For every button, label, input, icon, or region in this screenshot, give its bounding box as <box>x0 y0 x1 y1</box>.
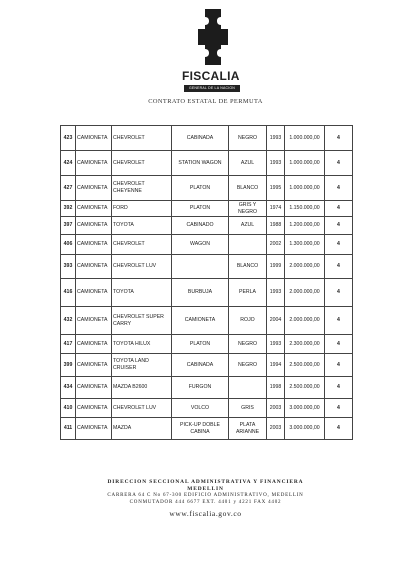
cell-quantity: 4 <box>325 335 353 354</box>
cell-make: MAZDA <box>112 418 172 440</box>
cell-year: 1993 <box>267 279 285 307</box>
cell-class: CAMIONETA <box>76 201 112 217</box>
cell-quantity: 4 <box>325 235 353 255</box>
cell-value: 2.300.000,00 <box>285 335 325 354</box>
cell-year: 1993 <box>267 335 285 354</box>
cell-year: 1993 <box>267 126 285 151</box>
table-row <box>61 307 353 335</box>
cell-quantity: 4 <box>325 354 353 377</box>
footer-city: MEDELLIN <box>187 486 224 492</box>
cell-color: NEGRO <box>229 354 267 377</box>
logo-wordmark: FISCALIA <box>182 69 240 83</box>
cell-color: NEGRO <box>229 335 267 354</box>
cell-body: PLATON <box>172 201 229 217</box>
cell-id: 432 <box>61 307 76 335</box>
cell-quantity: 4 <box>325 176 353 201</box>
cell-id: 423 <box>61 126 76 151</box>
vehicle-table <box>60 125 353 440</box>
cell-id: 406 <box>61 235 76 255</box>
cell-class: CAMIONETA <box>76 255 112 279</box>
cell-color <box>229 377 267 399</box>
vehicle-table-body <box>61 126 353 440</box>
table-row <box>61 151 353 176</box>
cell-value: 1.000.000,00 <box>285 176 325 201</box>
footer-address: CARRERA 64 C No 67-300 EDIFICIO ADMINISTRATIVO, MEDELLIN <box>107 493 304 498</box>
cell-make: CHEVROLET SUPER CARRY <box>112 307 172 335</box>
cell-class: CAMIONETA <box>76 126 112 151</box>
cell-class: CAMIONETA <box>76 354 112 377</box>
cell-year: 1999 <box>267 255 285 279</box>
cell-class: CAMIONETA <box>76 217 112 235</box>
cell-quantity: 4 <box>325 255 353 279</box>
cell-value: 3.000.000,00 <box>285 418 325 440</box>
cell-color: ROJO <box>229 307 267 335</box>
cell-year: 2003 <box>267 418 285 440</box>
cell-body: CABINADA <box>172 354 229 377</box>
table-row <box>61 377 353 399</box>
cell-make: FORD <box>112 201 172 217</box>
cell-quantity: 4 <box>325 418 353 440</box>
cell-color: NEGRO <box>229 126 267 151</box>
cell-make: MAZDA B2600 <box>112 377 172 399</box>
cell-color: PLATA ARIANNE <box>229 418 267 440</box>
cell-body: WAGON <box>172 235 229 255</box>
cell-body: CABINADA <box>172 126 229 151</box>
cell-year: 2004 <box>267 307 285 335</box>
cell-color: AZUL <box>229 217 267 235</box>
table-row <box>61 255 353 279</box>
cell-id: 392 <box>61 201 76 217</box>
fiscalia-logo <box>182 7 246 97</box>
cell-make: CHEVROLET <box>112 126 172 151</box>
cell-year: 1974 <box>267 201 285 217</box>
cell-quantity: 4 <box>325 217 353 235</box>
cell-value: 2.500.000,00 <box>285 377 325 399</box>
cell-value: 1.150.000,00 <box>285 201 325 217</box>
cell-body: FURGON <box>172 377 229 399</box>
cell-value: 3.000.000,00 <box>285 399 325 418</box>
cell-id: 434 <box>61 377 76 399</box>
cell-year: 1994 <box>267 354 285 377</box>
cell-make: CHEVROLET <box>112 235 172 255</box>
cell-body: CAMIONETA <box>172 307 229 335</box>
cell-color: PERLA <box>229 279 267 307</box>
cell-value: 2.000.000,00 <box>285 255 325 279</box>
cell-quantity: 4 <box>325 307 353 335</box>
cell-body <box>172 255 229 279</box>
table-row <box>61 418 353 440</box>
cell-value: 2.000.000,00 <box>285 307 325 335</box>
cell-id: 417 <box>61 335 76 354</box>
cell-value: 1.200.000,00 <box>285 217 325 235</box>
cell-body: PLATON <box>172 335 229 354</box>
cell-id: 416 <box>61 279 76 307</box>
cell-color: GRIS Y NEGRO <box>229 201 267 217</box>
table-row <box>61 126 353 151</box>
table-row <box>61 235 353 255</box>
footer-phone: CONMUTADOR 444 6677 EXT. 4401 y 4221 FAX 4402 <box>129 500 282 505</box>
cell-make: CHEVROLET <box>112 151 172 176</box>
table-row <box>61 176 353 201</box>
table-row <box>61 201 353 217</box>
cell-make: TOYOTA <box>112 217 172 235</box>
cell-id: 411 <box>61 418 76 440</box>
cell-body: PICK-UP DOBLE CABINA <box>172 418 229 440</box>
cell-make: CHEVROLET LUV <box>112 255 172 279</box>
cell-body: PLATON <box>172 176 229 201</box>
cell-body: VOLCO <box>172 399 229 418</box>
cell-quantity: 4 <box>325 377 353 399</box>
cell-color: BLANCO <box>229 176 267 201</box>
puzzle-logo-icon <box>196 7 230 67</box>
cell-value: 1.000.000,00 <box>285 126 325 151</box>
cell-class: CAMIONETA <box>76 377 112 399</box>
table-row <box>61 217 353 235</box>
cell-year: 1998 <box>267 377 285 399</box>
cell-id: 393 <box>61 255 76 279</box>
cell-color: AZUL <box>229 151 267 176</box>
footer-department: DIRECCION SECCIONAL ADMINISTRATIVA Y FINANCIERA <box>107 479 304 485</box>
cell-class: CAMIONETA <box>76 279 112 307</box>
cell-body: CABINADO <box>172 217 229 235</box>
cell-id: 410 <box>61 399 76 418</box>
cell-value: 2.500.000,00 <box>285 354 325 377</box>
cell-make: TOYOTA <box>112 279 172 307</box>
cell-year: 1988 <box>267 217 285 235</box>
cell-id: 397 <box>61 217 76 235</box>
cell-class: CAMIONETA <box>76 307 112 335</box>
document-title: CONTRATO ESTATAL DE PERMUTA <box>148 98 263 105</box>
cell-class: CAMIONETA <box>76 418 112 440</box>
cell-year: 1993 <box>267 151 285 176</box>
cell-make: CHEVROLET LUV <box>112 399 172 418</box>
cell-id: 424 <box>61 151 76 176</box>
cell-make: TOYOTA LAND CRUISER <box>112 354 172 377</box>
cell-class: CAMIONETA <box>76 235 112 255</box>
cell-color: GRIS <box>229 399 267 418</box>
logo-subtitle: GENERAL DE LA NACION <box>184 85 240 92</box>
table-row <box>61 335 353 354</box>
footer-website-link[interactable]: www.fiscalia.gov.co <box>169 509 242 518</box>
cell-quantity: 4 <box>325 151 353 176</box>
cell-color: BLANCO <box>229 255 267 279</box>
cell-value: 1.000.000,00 <box>285 151 325 176</box>
cell-quantity: 4 <box>325 279 353 307</box>
cell-make: CHEVROLET CHEYENNE <box>112 176 172 201</box>
cell-value: 2.000.000,00 <box>285 279 325 307</box>
cell-quantity: 4 <box>325 201 353 217</box>
cell-body: STATION WAGON <box>172 151 229 176</box>
cell-quantity: 4 <box>325 399 353 418</box>
cell-color <box>229 235 267 255</box>
cell-id: 399 <box>61 354 76 377</box>
cell-class: CAMIONETA <box>76 151 112 176</box>
cell-value: 1.300.000,00 <box>285 235 325 255</box>
cell-quantity: 4 <box>325 126 353 151</box>
cell-class: CAMIONETA <box>76 335 112 354</box>
table-row <box>61 279 353 307</box>
cell-make: TOYOTA HILUX <box>112 335 172 354</box>
cell-year: 2003 <box>267 399 285 418</box>
cell-year: 2002 <box>267 235 285 255</box>
cell-body: BURBUJA <box>172 279 229 307</box>
cell-year: 1995 <box>267 176 285 201</box>
cell-class: CAMIONETA <box>76 176 112 201</box>
cell-id: 427 <box>61 176 76 201</box>
table-row <box>61 399 353 418</box>
cell-class: CAMIONETA <box>76 399 112 418</box>
table-row <box>61 354 353 377</box>
